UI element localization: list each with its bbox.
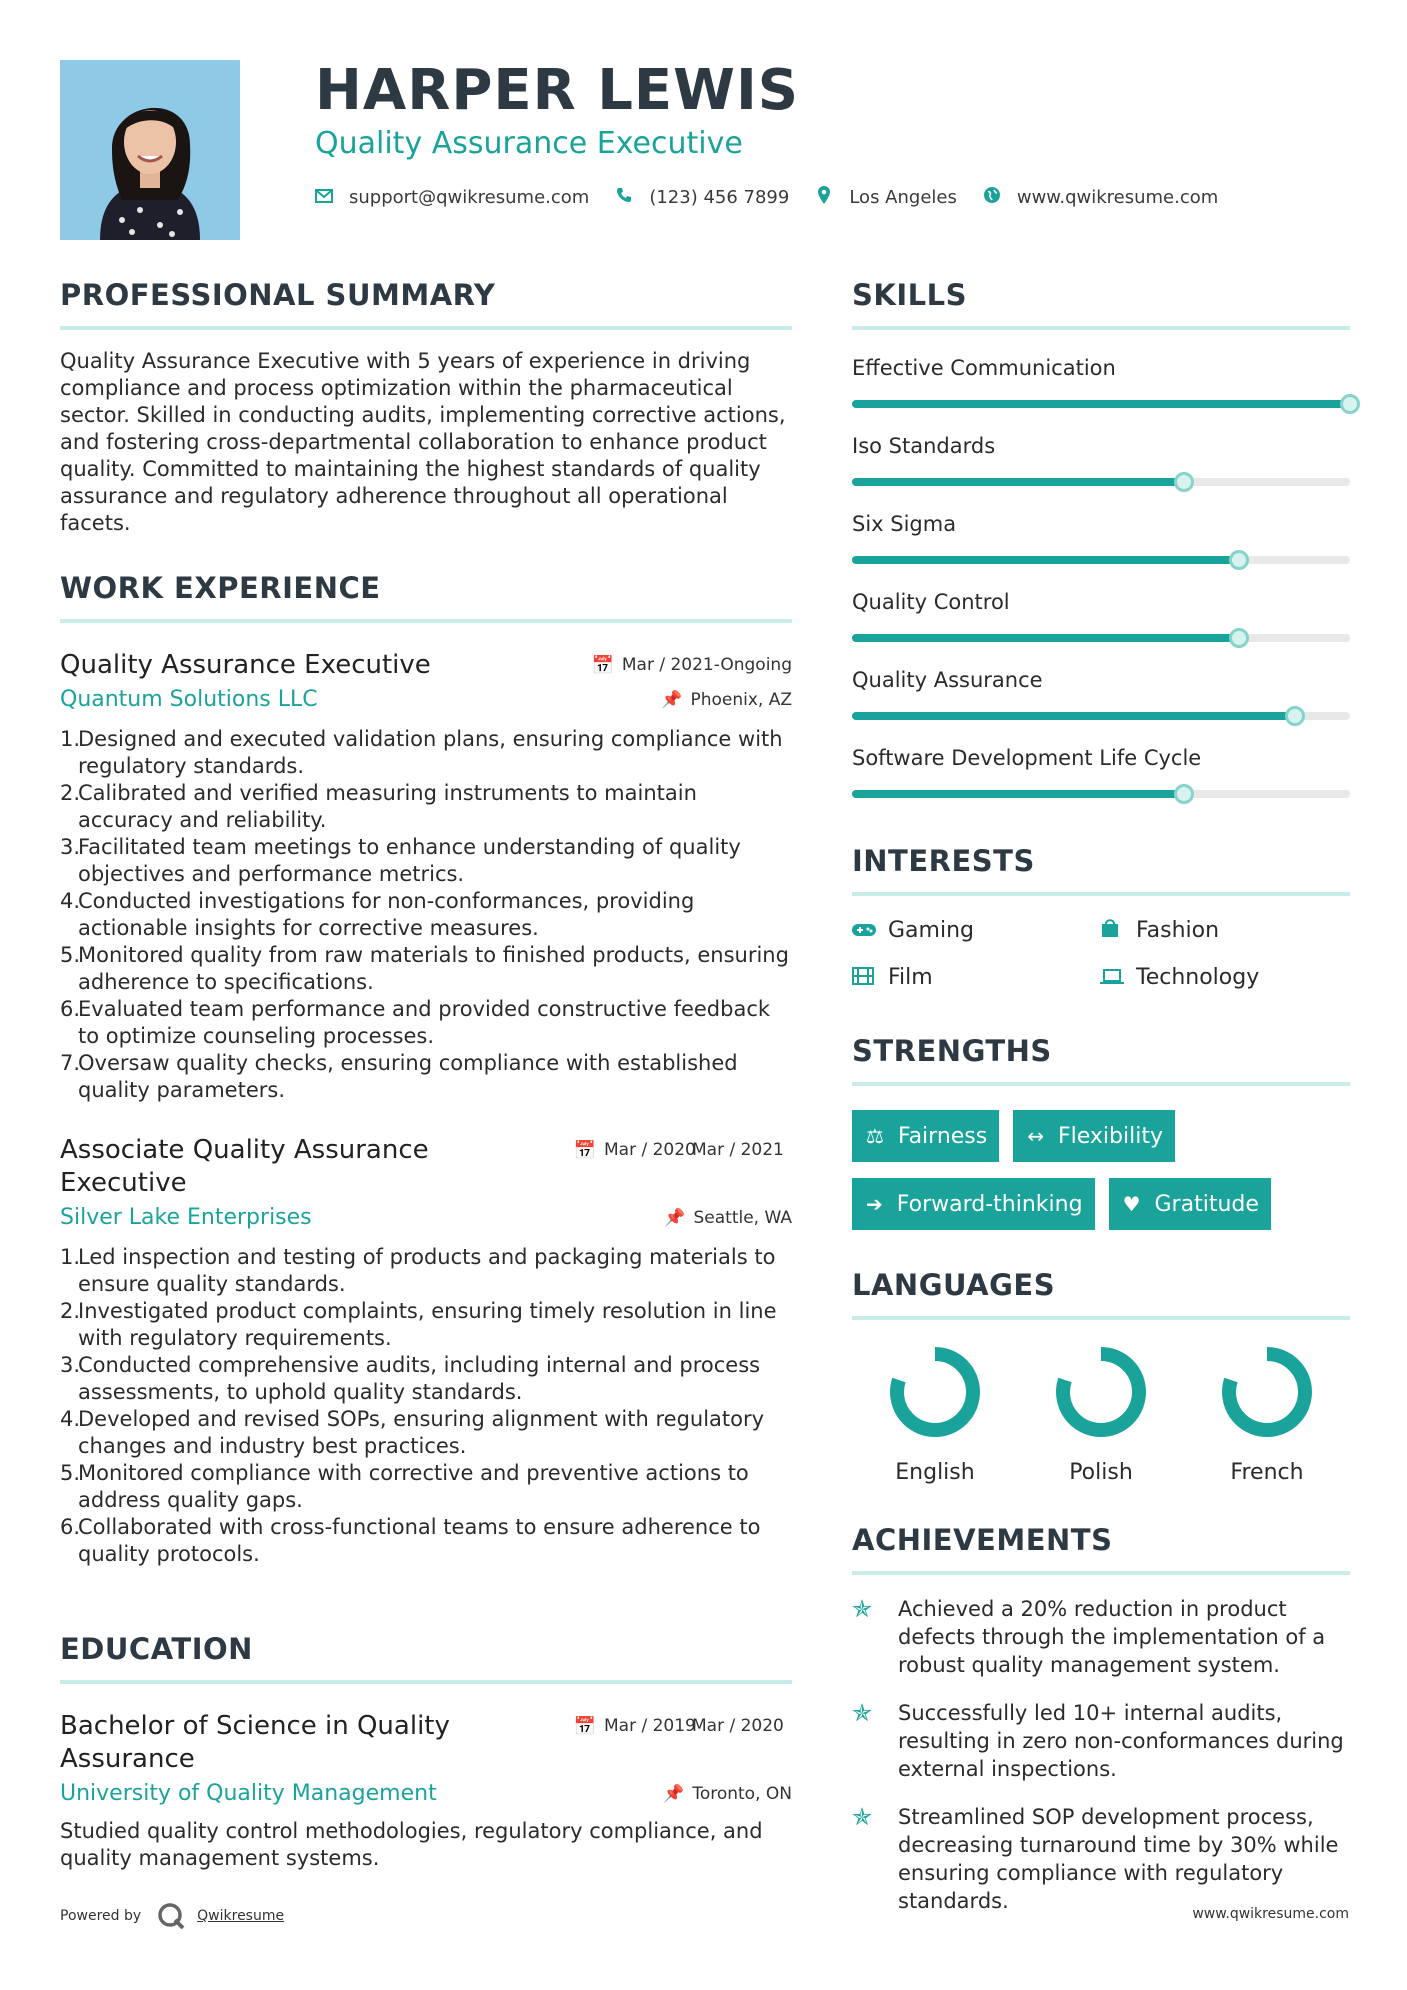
skills-list [852, 354, 1350, 798]
resume-header [315, 58, 1355, 209]
company-name: Quantum Solutions LLC [60, 687, 318, 712]
skill-bar-knob [1174, 472, 1194, 492]
job-date-text: Mar / 2021-Ongoing [621, 655, 792, 675]
experience-title: WORK EXPERIENCE [60, 567, 792, 623]
candidate-role: Quality Assurance Executive [315, 126, 743, 161]
job-title: Quality Assurance Executive [60, 650, 431, 680]
skill-bar [852, 712, 1350, 720]
interest-label: Technology [1136, 965, 1260, 990]
education-date [573, 1716, 784, 1737]
education-date-start: Mar / 2019 [604, 1716, 696, 1736]
strength-label: Gratitude [1154, 1191, 1259, 1217]
laptop-icon [1100, 966, 1136, 990]
list-item: 5. Monitored compliance with corrective and preventive actions to address quality gaps. [60, 1461, 749, 1512]
pushpin-icon: 📌 [664, 1207, 686, 1228]
skill-name: Quality Assurance [852, 668, 1043, 692]
skill-item [852, 744, 1350, 798]
balance-scale-icon: ⚖ [866, 1124, 884, 1148]
list-item: 5. Monitored quality from raw materials to finished products, ensuring adherence to specifications. [60, 943, 789, 994]
summary-title: PROFESSIONAL SUMMARY [60, 274, 792, 330]
skill-item [852, 432, 1350, 486]
contact-email-text: support@qwikresume.com [349, 187, 590, 208]
pushpin-icon: 📌 [663, 1783, 685, 1804]
list-item: 2. Calibrated and verified measuring instruments to maintain accuracy and reliability. [60, 781, 697, 832]
strength-label: Forward-thinking [896, 1191, 1083, 1217]
achievements-list [852, 1595, 1350, 1915]
skill-bar [852, 634, 1350, 642]
education-entry [60, 1710, 792, 1872]
contact-location [815, 186, 957, 209]
language-progress-ring [1053, 1344, 1149, 1440]
interest-item [852, 918, 1100, 943]
language-progress-arc [897, 1354, 973, 1430]
skill-bar-knob [1285, 706, 1305, 726]
job-duties-list [60, 726, 792, 1104]
language-progress-ring [1219, 1344, 1315, 1440]
calendar-icon: 📅 [573, 1140, 596, 1161]
job-entry [60, 649, 792, 1104]
left-column [60, 274, 792, 1872]
strength-tag [1013, 1110, 1175, 1162]
strength-label: Fairness [897, 1123, 988, 1149]
list-item: 2. Investigated product complaints, ensuring timely resolution in line with regulatory requirements. [60, 1299, 777, 1350]
language-progress-ring [887, 1344, 983, 1440]
skill-bar-knob [1229, 628, 1249, 648]
achievement-text: Successfully led 10+ internal audits, resulting in zero non-conformances during external inspections. [898, 1701, 1344, 1781]
strength-label: Flexibility [1058, 1123, 1163, 1149]
languages-title: LANGUAGES [852, 1264, 1350, 1320]
contact-phone-text: (123) 456 7899 [649, 187, 790, 208]
interest-label: Film [888, 965, 933, 990]
interest-item [1100, 918, 1348, 943]
list-item: 7. Oversaw quality checks, ensuring compliance with established quality parameters. [60, 1051, 738, 1102]
skill-item [852, 510, 1350, 564]
strength-tag [852, 1110, 999, 1162]
skill-item [852, 666, 1350, 720]
skill-bar-knob [1174, 784, 1194, 804]
shooting-star-icon: ✯ [852, 1699, 873, 1727]
summary-text: Quality Assurance Executive with 5 years of experience in driving compliance and process optimization within the pharmaceutical sector. Skilled in conducting audits, implementing corrective actions, and fostering cross-departmental collaboration to enhance product quality. Committed to maintaining the highest standards of quality assurance and regulatory adherence throughout all operational facets. [60, 349, 786, 535]
list-item: 6. Collaborated with cross-functional teams to ensure adherence to quality protocols. [60, 1515, 761, 1566]
language-item [1018, 1344, 1184, 1485]
achievement-text: Streamlined SOP development process, decreasing turnaround time by 30% while ensuring compliance with regulatory standards. [898, 1805, 1339, 1913]
list-item: 3. Conducted comprehensive audits, including internal and process assessments, to uphold quality standards. [60, 1353, 761, 1404]
contact-website-text: www.qwikresume.com [1016, 187, 1219, 208]
calendar-icon: 📅 [591, 655, 614, 676]
calendar-icon: 📅 [573, 1716, 596, 1737]
skills-title: SKILLS [852, 274, 1350, 330]
achievements-title: ACHIEVEMENTS [852, 1519, 1350, 1575]
language-item [1184, 1344, 1350, 1485]
interests-list [852, 918, 1350, 990]
map-marker-icon [815, 186, 833, 209]
gamepad-icon [852, 919, 888, 943]
language-progress-arc [1229, 1354, 1305, 1430]
list-item: 6. Evaluated team performance and provided constructive feedback to optimize counseling processes. [60, 997, 771, 1048]
education-text: Studied quality control methodologies, regulatory compliance, and quality management systems. [60, 1819, 763, 1870]
film-icon [852, 966, 888, 990]
skill-item [852, 588, 1350, 642]
achievement-item [852, 1803, 1350, 1915]
interest-item [1100, 965, 1348, 990]
achievement-text: Achieved a 20% reduction in product defects through the implementation of a robust quality management system. [898, 1597, 1326, 1677]
globe-icon [983, 187, 1001, 208]
interests-title: INTERESTS [852, 840, 1350, 896]
interest-item [852, 965, 1100, 990]
contact-website[interactable] [983, 187, 1218, 208]
skill-name: Effective Communication [852, 356, 1116, 380]
degree-title: Bachelor of Science in Quality Assurance [60, 1711, 450, 1774]
shooting-star-icon: ✯ [852, 1803, 873, 1831]
education-title: EDUCATION [60, 1628, 792, 1684]
job-entry [60, 1134, 792, 1568]
candidate-name: HARPER LEWIS [315, 58, 800, 123]
job-location-text: Phoenix, AZ [690, 689, 792, 710]
skill-bar-knob [1229, 550, 1249, 570]
language-item [852, 1344, 1018, 1485]
skill-name: Six Sigma [852, 512, 957, 536]
qwikresume-logo-icon [157, 1902, 185, 1930]
list-item: 4. Developed and revised SOPs, ensuring alignment with regulatory changes and industry best practices. [60, 1407, 765, 1458]
powered-by-text: Powered by [60, 1908, 142, 1924]
footer-powered-by [60, 1902, 284, 1930]
language-name: French [1230, 1460, 1304, 1485]
language-name: English [895, 1460, 975, 1485]
skill-bar-knob [1340, 394, 1360, 414]
strengths-title: STRENGTHS [852, 1030, 1350, 1086]
contact-bar [315, 186, 1355, 209]
skill-bar [852, 556, 1350, 564]
envelope-icon [315, 187, 333, 208]
skill-item [852, 354, 1350, 408]
footer-site-link[interactable]: www.qwikresume.com [1192, 1906, 1349, 1922]
company-name: Silver Lake Enterprises [60, 1205, 312, 1230]
school-name: University of Quality Management [60, 1781, 437, 1806]
job-date [573, 1140, 784, 1161]
brand-link[interactable]: Qwikresume [197, 1908, 285, 1924]
shopping-bag-icon [1100, 918, 1136, 943]
list-item: 4. Conducted investigations for non-conformances, providing actionable insights for corrective measures. [60, 889, 695, 940]
arrow-right-icon: ➔ [866, 1192, 883, 1216]
contact-email[interactable] [315, 187, 589, 208]
skill-name: Iso Standards [852, 434, 996, 458]
interest-label: Fashion [1136, 918, 1220, 943]
interest-label: Gaming [888, 918, 974, 943]
skill-name: Quality Control [852, 590, 1010, 614]
skill-name: Software Development Life Cycle [852, 746, 1202, 770]
phone-icon [615, 187, 633, 208]
skill-bar [852, 790, 1350, 798]
job-title: Associate Quality Assurance Executive [60, 1135, 429, 1198]
right-column [852, 274, 1350, 1915]
job-location [664, 1208, 792, 1228]
languages-list [852, 1344, 1350, 1485]
list-item: 1. Designed and executed validation plans, ensuring compliance with regulatory standards. [60, 727, 783, 778]
education-location-text: Toronto, ON [692, 1783, 792, 1804]
job-location-text: Seattle, WA [693, 1207, 792, 1228]
education-location [663, 1784, 792, 1804]
achievement-item [852, 1699, 1350, 1783]
list-item: 3. Facilitated team meetings to enhance understanding of quality objectives and performance metrics. [60, 835, 741, 886]
language-progress-arc [1063, 1354, 1139, 1430]
profile-photo [60, 60, 240, 240]
job-duties-list [60, 1244, 792, 1568]
job-date-start: Mar / 2020 [604, 1140, 696, 1160]
contact-location-text: Los Angeles [849, 187, 957, 208]
skill-bar [852, 400, 1350, 408]
list-item: 1. Led inspection and testing of products and packaging materials to ensure quality standards. [60, 1245, 776, 1296]
contact-phone[interactable] [615, 187, 789, 208]
arrows-horizontal-icon: ↔ [1027, 1124, 1044, 1148]
skill-bar [852, 478, 1350, 486]
pushpin-icon: 📌 [661, 689, 683, 710]
education-date-end: Mar / 2020 [692, 1716, 784, 1736]
strength-tag [852, 1178, 1095, 1230]
job-location [661, 690, 792, 710]
shooting-star-icon: ✯ [852, 1595, 873, 1623]
achievement-item [852, 1595, 1350, 1679]
language-name: Polish [1069, 1460, 1133, 1485]
person-avatar-icon [60, 60, 240, 240]
strengths-list [852, 1110, 1350, 1230]
strength-tag [1109, 1178, 1271, 1230]
job-date-end: Mar / 2021 [692, 1140, 784, 1160]
heart-icon: ♥ [1122, 1192, 1141, 1216]
job-date [591, 655, 792, 676]
